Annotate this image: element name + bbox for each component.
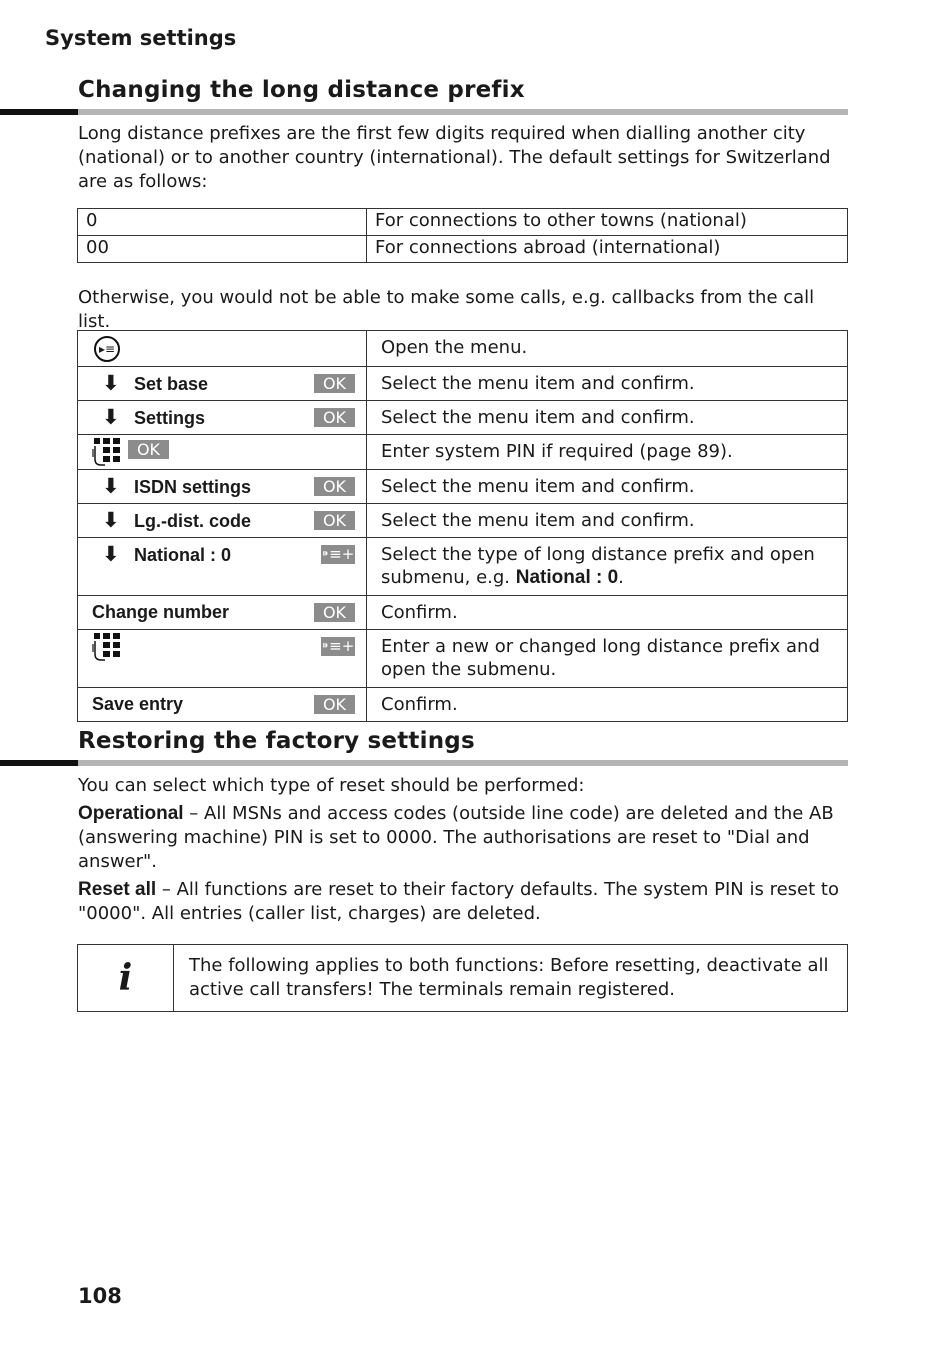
reset-intro: You can select which type of reset should be performed: <box>78 775 585 796</box>
prefix-code: 0 <box>78 209 367 236</box>
menu-item-label: National : 0 <box>134 545 232 565</box>
prefix-description: For connections to other towns (national) <box>367 209 848 236</box>
step-key-cell <box>78 435 367 470</box>
operational-paragraph <box>78 802 848 874</box>
step-description <box>367 538 848 596</box>
step-description: Enter a new or changed long distance prefix and open the submenu. <box>367 630 848 688</box>
step-description-bold: National : 0 <box>515 567 619 588</box>
step-key-cell <box>78 504 367 538</box>
table-row <box>78 596 848 630</box>
keypad-icon <box>92 437 122 467</box>
ok-key: OK <box>314 511 355 530</box>
down-arrow-icon: ⬇ <box>102 371 120 395</box>
step-description: Select the menu item and confirm. <box>367 367 848 401</box>
step-key-cell <box>78 470 367 504</box>
down-arrow-icon: ⬇ <box>102 474 120 498</box>
steps-table <box>77 330 848 722</box>
reset-all-paragraph <box>78 878 848 926</box>
section-rule <box>0 760 848 766</box>
prefix-code: 00 <box>78 236 367 263</box>
note-paragraph: Otherwise, you would not be able to make some calls, e.g. callbacks from the call list. <box>78 287 815 332</box>
table-row <box>78 236 848 263</box>
submenu-key-icon: ⁍≡+ <box>321 545 355 563</box>
table-row <box>78 401 848 435</box>
step-key-cell <box>78 538 367 596</box>
step-description-end: . <box>618 567 624 588</box>
table-row <box>78 470 848 504</box>
table-row <box>78 538 848 596</box>
down-arrow-icon: ⬇ <box>102 542 120 566</box>
step-key-cell <box>78 401 367 435</box>
step-description: Select the menu item and confirm. <box>367 401 848 435</box>
step-description: Select the menu item and confirm. <box>367 470 848 504</box>
step-description: Enter system PIN if required (page 89). <box>367 435 848 470</box>
prefix-description: For connections abroad (international) <box>367 236 848 263</box>
step-description: Select the menu item and confirm. <box>367 504 848 538</box>
table-row <box>78 688 848 722</box>
info-box <box>77 944 848 1012</box>
operational-term: Operational <box>78 803 184 824</box>
section-rule <box>0 109 848 115</box>
step-description: Confirm. <box>367 688 848 722</box>
ok-key: OK <box>128 440 169 459</box>
ok-key: OK <box>314 374 355 393</box>
prefix-table <box>77 208 848 263</box>
step-key-cell <box>78 331 367 367</box>
section-title-long-distance-prefix: Changing the long distance prefix <box>78 77 525 103</box>
table-row <box>78 209 848 236</box>
step-key-cell <box>78 367 367 401</box>
menu-item-label: Save entry <box>92 694 184 714</box>
step-key-cell <box>78 688 367 722</box>
operational-text: – All MSNs and access codes (outside line code) are deleted and the AB (answering machine) PIN is set to 0000. The authorisations are reset to "Dial and answer". <box>78 803 834 872</box>
ok-key: OK <box>314 477 355 496</box>
intro-paragraph: Long distance prefixes are the first few digits required when dialling another city (national) or to another country (international). The default settings for Switzerland are as follows: <box>78 123 831 192</box>
info-text: The following applies to both functions: Before resetting, deactivate all active call transfers! The terminals remain registered. <box>189 955 829 1000</box>
page-number: 108 <box>78 1284 122 1308</box>
submenu-key-icon: ⁍≡+ <box>321 637 355 655</box>
step-description-text: Select the type of long distance prefix and open submenu, e.g. <box>381 544 815 588</box>
section-title-factory-settings: Restoring the factory settings <box>78 728 475 754</box>
menu-item-label: Change number <box>92 602 230 622</box>
reset-all-text: – All functions are reset to their factory defaults. The system PIN is reset to "0000". All entries (caller list, charges) are deleted. <box>78 879 839 924</box>
table-row <box>78 504 848 538</box>
ok-key: OK <box>314 603 355 622</box>
table-row <box>78 435 848 470</box>
step-description: Open the menu. <box>367 331 848 367</box>
running-header: System settings <box>45 26 237 50</box>
ok-key: OK <box>314 408 355 427</box>
step-key-cell <box>78 596 367 630</box>
menu-item-label: Set base <box>134 374 209 394</box>
menu-item-label: Lg.-dist. code <box>134 511 251 531</box>
info-icon: i <box>78 945 174 1011</box>
down-arrow-icon: ⬇ <box>102 508 120 532</box>
ok-key: OK <box>314 695 355 714</box>
step-key-cell <box>78 630 367 688</box>
step-description: Confirm. <box>367 596 848 630</box>
menu-item-label: Settings <box>134 408 206 428</box>
reset-all-term: Reset all <box>78 879 157 900</box>
table-row <box>78 367 848 401</box>
keypad-icon <box>92 632 122 662</box>
table-row <box>78 630 848 688</box>
menu-item-label: ISDN settings <box>134 477 252 497</box>
table-row <box>78 331 848 367</box>
down-arrow-icon: ⬇ <box>102 405 120 429</box>
menu-icon: ▸≡ <box>94 336 120 362</box>
